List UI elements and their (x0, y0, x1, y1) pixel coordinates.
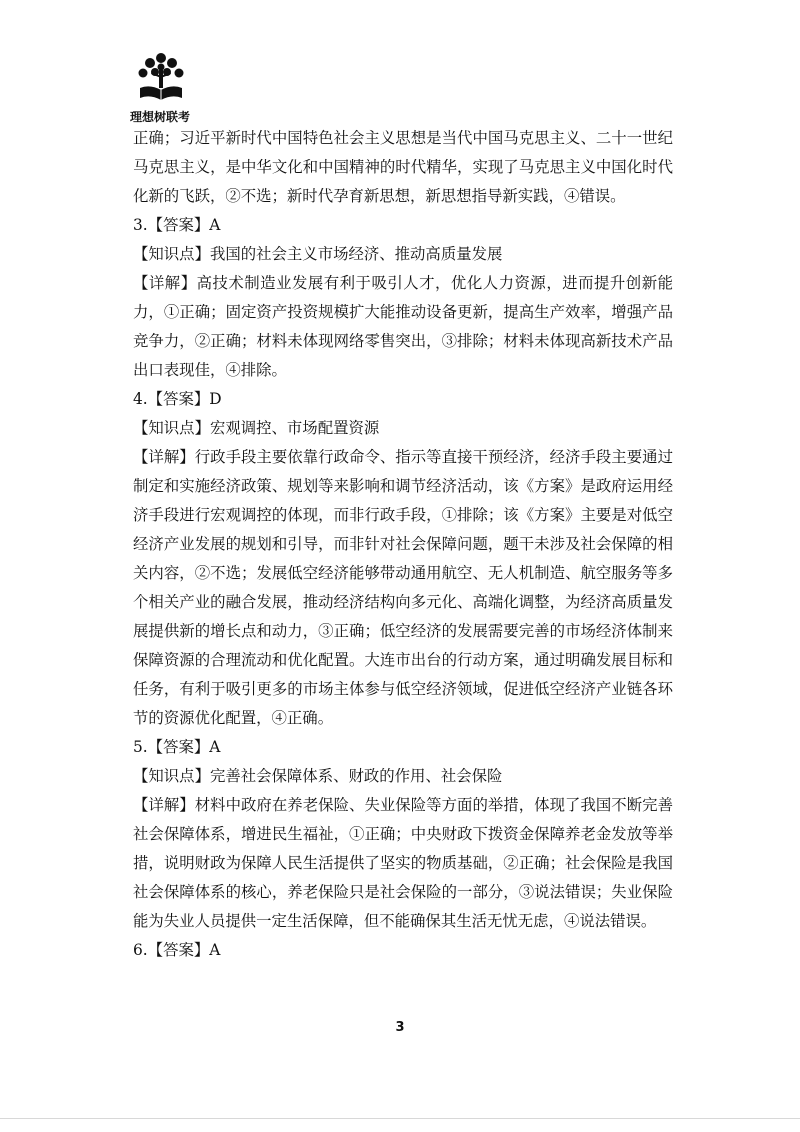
q4-answer: 4.【答案】D (133, 390, 222, 408)
logo-text: 理想树联考 (130, 110, 191, 124)
q5-answer: 5.【答案】A (133, 738, 221, 756)
tree-book-logo-icon (136, 48, 186, 106)
q3-knowledge: 【知识点】我国的社会主义市场经济、推动高质量发展 (133, 245, 503, 263)
q4-detail: 【详解】行政手段主要依靠行政命令、指示等直接干预经济，经济手段主要通过制定和实施经济政策、规划等来影响和调节经济活动，该《方案》是政府运用经济手段进行宏观调控的体现，而非行政手段，①排除；该《方案》主要是对低空经济产业发展的规划和引导，而非针对社会保障问题，题干未涉及社会保障的相关内容，②不选；发展低空经济能够带动通用航空、无人机制造、航空服务等多个相关产业的融合发展，推动经济结构向多元化、高端化调整，为经济高质量发展提供新的增长点和动力，③正确；低空经济的发展需要完善的市场经济体制来保障资源的合理流动和优化配置。大连市出台的行动方案，通过明确发展目标和任务，有利于吸引更多的市场主体参与低空经济领域，促进低空经济产业链各环节的资源优化配置，④正确。 (133, 448, 673, 727)
q4-knowledge: 【知识点】宏观调控、市场配置资源 (133, 419, 380, 437)
q6-answer: 6.【答案】A (133, 941, 221, 959)
q3-answer: 3.【答案】A (133, 216, 221, 234)
page-number: 3 (395, 1020, 405, 1035)
page-bottom-divider (0, 1118, 800, 1119)
logo (130, 48, 210, 128)
q5-knowledge: 【知识点】完善社会保障体系、财政的作用、社会保险 (133, 767, 503, 785)
q5-detail: 【详解】材料中政府在养老保险、失业保险等方面的举措，体现了我国不断完善社会保障体系，增进民生福祉，①正确；中央财政下拨资金保障养老金发放等举措，说明财政为保障人民生活提供了坚实的物质基础，②正确；社会保险是我国社会保障体系的核心，养老保险只是社会保险的一部分，③说法错误；失业保险能为失业人员提供一定生活保障，但不能确保其生活无忧无虑，④说法错误。 (133, 796, 673, 930)
paragraph-continued: 正确；习近平新时代中国特色社会主义思想是当代中国马克思主义、二十一世纪马克思主义，是中华文化和中国精神的时代精华，实现了马克思主义中国化时代化新的飞跃，②不选；新时代孕育新思想，新思想指导新实践，④错误。 (133, 129, 673, 205)
q3-detail: 【详解】高技术制造业发展有利于吸引人才，优化人力资源，进而提升创新能力，①正确；固定资产投资规模扩大能推动设备更新，提高生产效率，增强产品竞争力，②正确；材料未体现网络零售突出，③排除；材料未体现高新技术产品出口表现佳，④排除。 (133, 274, 673, 379)
document-body (133, 124, 673, 965)
